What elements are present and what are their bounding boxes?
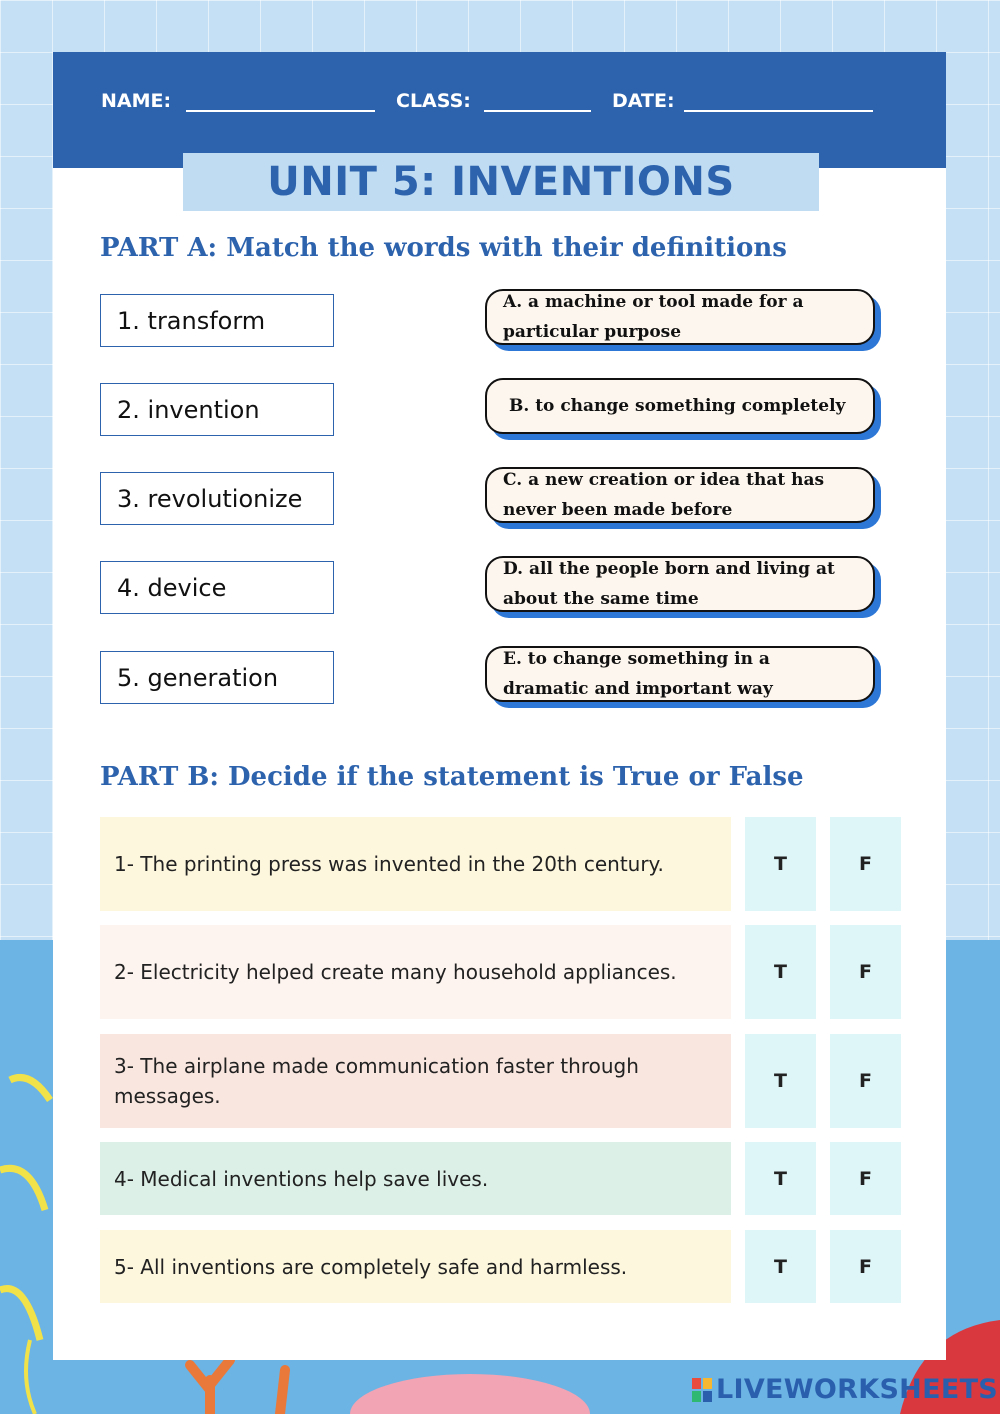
- definition-card[interactable]: [485, 378, 883, 440]
- false-option[interactable]: F: [830, 817, 901, 911]
- statement-text: 2- Electricity helped create many household appliances.: [100, 925, 731, 1019]
- definition-text: D. all the people born and living at about the same time: [485, 556, 875, 612]
- word-box[interactable]: 2. invention: [100, 383, 334, 436]
- definition-card[interactable]: [485, 467, 883, 529]
- worksheet: [53, 52, 946, 1360]
- name-label: NAME:: [101, 90, 172, 112]
- word-box[interactable]: 3. revolutionize: [100, 472, 334, 525]
- part-b-heading: PART B: Decide if the statement is True or False: [100, 762, 804, 792]
- page-title: UNIT 5: INVENTIONS: [267, 159, 735, 205]
- true-option[interactable]: T: [745, 925, 816, 1019]
- statement-text: 3- The airplane made communication faster through messages.: [100, 1034, 731, 1128]
- title-banner: [183, 153, 819, 211]
- false-option[interactable]: F: [830, 1142, 901, 1215]
- true-option[interactable]: T: [745, 1142, 816, 1215]
- statement-row: [100, 817, 900, 911]
- true-option[interactable]: T: [745, 1034, 816, 1128]
- true-option[interactable]: T: [745, 817, 816, 911]
- class-input-line[interactable]: [484, 110, 591, 112]
- statement-row: [100, 925, 900, 1019]
- logo-icon: [692, 1378, 712, 1402]
- statement-row: [100, 1230, 900, 1303]
- definition-text: E. to change something in a dramatic and important way: [485, 646, 875, 702]
- statement-text: 5- All inventions are completely safe and harmless.: [100, 1230, 731, 1303]
- class-label: CLASS:: [396, 90, 471, 112]
- date-label: DATE:: [612, 90, 675, 112]
- false-option[interactable]: F: [830, 1230, 901, 1303]
- part-a-heading: PART A: Match the words with their definitions: [100, 233, 787, 263]
- date-input-line[interactable]: [684, 110, 873, 112]
- seaweed-decoration: [0, 1040, 60, 1414]
- false-option[interactable]: F: [830, 925, 901, 1019]
- definition-card[interactable]: [485, 289, 883, 351]
- logo-text: LIVEWORKSHEETS: [716, 1374, 999, 1405]
- statement-row: [100, 1034, 900, 1128]
- definition-text: C. a new creation or idea that has never been made before: [485, 467, 875, 523]
- definition-text: B. to change something completely: [485, 378, 875, 434]
- header-band: [53, 52, 946, 168]
- name-input-line[interactable]: [186, 110, 375, 112]
- liveworksheets-logo[interactable]: [692, 1374, 998, 1405]
- false-option[interactable]: F: [830, 1034, 901, 1128]
- statement-text: 1- The printing press was invented in the 20th century.: [100, 817, 731, 911]
- definition-card[interactable]: [485, 556, 883, 618]
- word-box[interactable]: 5. generation: [100, 651, 334, 704]
- word-box[interactable]: 1. transform: [100, 294, 334, 347]
- definition-card[interactable]: [485, 646, 883, 708]
- definition-text: A. a machine or tool made for a particular purpose: [485, 289, 875, 345]
- true-option[interactable]: T: [745, 1230, 816, 1303]
- statement-text: 4- Medical inventions help save lives.: [100, 1142, 731, 1215]
- word-box[interactable]: 4. device: [100, 561, 334, 614]
- coral-decoration: [170, 1360, 730, 1414]
- statement-row: [100, 1142, 900, 1215]
